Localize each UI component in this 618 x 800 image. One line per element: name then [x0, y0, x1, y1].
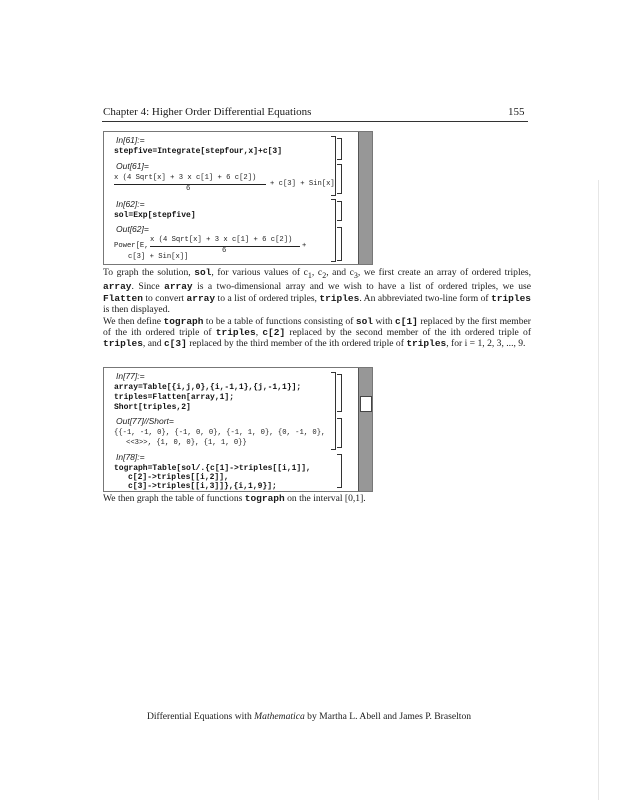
para1-sub-1: 1	[307, 270, 312, 280]
input-label-78: In[78]:=	[116, 452, 145, 462]
para1-text-9: to a list of ordered triples,	[215, 292, 320, 304]
output-77-line1: {{-1, -1, 0}, {-1, 0, 0}, {-1, 1, 0}, {0, -1, 0},	[114, 429, 326, 437]
para2-text-7: , and	[142, 338, 164, 350]
paragraph-graph-instruction	[103, 493, 531, 504]
header-rule	[102, 121, 528, 122]
notebook-2-content	[104, 368, 358, 491]
footer-text-2: by Martha L. Abell and James P. Braselton	[304, 711, 472, 722]
para1-sub-3: 3	[353, 270, 358, 280]
output-label-77: Out[77]//Short=	[116, 416, 174, 426]
para2-code-triples: triples	[215, 326, 256, 338]
para1-text-1: To graph the solution,	[103, 267, 195, 278]
paragraph-array-explanation	[103, 267, 531, 350]
para1-code-sol: sol	[194, 267, 212, 278]
input-78-line2[interactable]: c[2]->triples[[i,2]],	[128, 473, 229, 482]
para1-text-3: , c	[311, 267, 323, 278]
para1-text-11: is then displayed.	[103, 304, 170, 316]
para1-code-flatten: Flatten	[103, 292, 143, 304]
para2-code-triples-2: triples	[103, 338, 143, 350]
para2-code-triples-3: triples	[406, 338, 447, 350]
para2-text-2: to be a table of functions consisting of	[203, 315, 356, 327]
scrollbar-thumb[interactable]	[360, 396, 372, 412]
para1-sub-2: 2	[322, 270, 327, 280]
input-label-62: In[62]:=	[116, 199, 145, 209]
page-edge-line	[598, 180, 599, 800]
para2-code-c2: c[2]	[262, 326, 286, 338]
para2-text-3: with	[373, 315, 396, 327]
para3-code-tograph: tograph	[244, 493, 285, 504]
para2-code-c3: c[3]	[163, 338, 187, 350]
para1-code-triples: triples	[319, 292, 360, 304]
para1-code-array-2: array	[164, 281, 193, 293]
input-78-line1[interactable]: tograph=Table[sol/.{c[1]->triples[[i,1]],	[114, 464, 311, 473]
para2-text-9: , for i = 1, 2, 3, ..., 9.	[446, 338, 526, 350]
output-62-head: Power[E,	[114, 242, 149, 250]
page-number: 155	[508, 106, 525, 118]
notebook-1-content	[104, 132, 358, 264]
para2-code-sol: sol	[355, 315, 373, 327]
cell-bracket-in61[interactable]	[337, 138, 342, 160]
notebook-window-1	[103, 131, 373, 265]
input-77-line3[interactable]: Short[triples,2]	[114, 403, 191, 412]
para1-text-6: . Since	[131, 281, 165, 293]
input-78-line3[interactable]: c[3]->triples[[i,3]]},{i,1,9}];	[128, 482, 277, 491]
para2-text-4: replaced by the first member of the ith ordered triple of	[103, 315, 532, 338]
notebook-2-scrollbar[interactable]	[358, 368, 372, 491]
para2-code-c1: c[1]	[395, 315, 418, 327]
group-bracket-62[interactable]	[331, 199, 336, 262]
para1-code-triples-2: triples	[491, 292, 531, 304]
chapter-title: Chapter 4: Higher Order Differential Equations	[103, 106, 312, 118]
output-61-numerator: x (4 Sqrt[x] + 3 x c[1] + 6 c[2])	[114, 174, 257, 182]
notebook-window-2	[103, 367, 373, 492]
output-62-numerator: x (4 Sqrt[x] + 3 x c[1] + 6 c[2])	[150, 236, 293, 244]
output-62-line2: c[3] + Sin[x]]	[128, 253, 189, 261]
input-label-77: In[77]:=	[116, 371, 145, 381]
para1-text-10: . An abbreviated two-line form of	[359, 292, 492, 304]
para2-code-tograph: tograph	[163, 315, 204, 327]
para1-code-array: array	[103, 281, 132, 293]
cell-bracket-in78[interactable]	[337, 454, 342, 488]
para2-text-5: ,	[255, 326, 263, 338]
para3-text-2: on the interval [0,1].	[284, 493, 366, 504]
input-77-line1[interactable]: array=Table[{i,j,0},{i,-1,1},{j,-1,1}];	[114, 383, 302, 392]
group-bracket-77[interactable]	[331, 372, 336, 450]
para2-text-6: replaced by the second member of the ith ordered triple of	[285, 326, 532, 338]
para2-text-8: replaced by the third member of the ith ordered triple of	[186, 338, 407, 350]
para1-text-5: , we first create an array of ordered triples,	[357, 267, 531, 278]
output-61-tail: + c[3] + Sin[x]	[270, 180, 335, 188]
cell-bracket-out77[interactable]	[337, 418, 342, 448]
footer-text-1: Differential Equations with	[146, 711, 255, 722]
input-77-line2[interactable]: triples=Flatten[array,1];	[114, 393, 235, 402]
input-label-61: In[61]:=	[116, 135, 145, 145]
cell-bracket-out61[interactable]	[337, 164, 342, 194]
para1-text-8: to convert	[142, 292, 187, 304]
input-cell-62[interactable]: sol=Exp[stepfive]	[114, 211, 196, 220]
group-bracket-61[interactable]	[331, 136, 336, 196]
para1-text-7: is a two-dimensional array and we wish to have a list of ordered triples, we use	[192, 281, 531, 293]
para3-text-1: We then graph the table of functions	[103, 493, 245, 504]
notebook-1-scrollbar[interactable]	[358, 132, 372, 264]
para2-text-1: We then define	[103, 315, 164, 327]
para1-code-array-3: array	[186, 292, 216, 304]
output-77-line2: <<3>>, {1, 0, 0}, {1, 1, 0}}	[126, 439, 247, 447]
output-62-plus: +	[302, 242, 307, 250]
output-62-denominator: 6	[222, 247, 227, 255]
output-label-62: Out[62]=	[116, 224, 149, 234]
cell-bracket-in62[interactable]	[337, 201, 342, 221]
input-cell-61[interactable]: stepfive=Integrate[stepfour,x]+c[3]	[114, 147, 283, 156]
cell-bracket-in77[interactable]	[337, 374, 342, 412]
output-label-61: Out[61]=	[116, 161, 149, 171]
page-footer	[0, 711, 618, 722]
output-61-denominator: 6	[186, 185, 191, 193]
para1-text-4: , and c	[326, 267, 354, 278]
cell-bracket-out62[interactable]	[337, 227, 342, 261]
para1-text-2: , for various values of c	[211, 267, 308, 278]
footer-mathematica: Mathematica	[254, 711, 305, 722]
